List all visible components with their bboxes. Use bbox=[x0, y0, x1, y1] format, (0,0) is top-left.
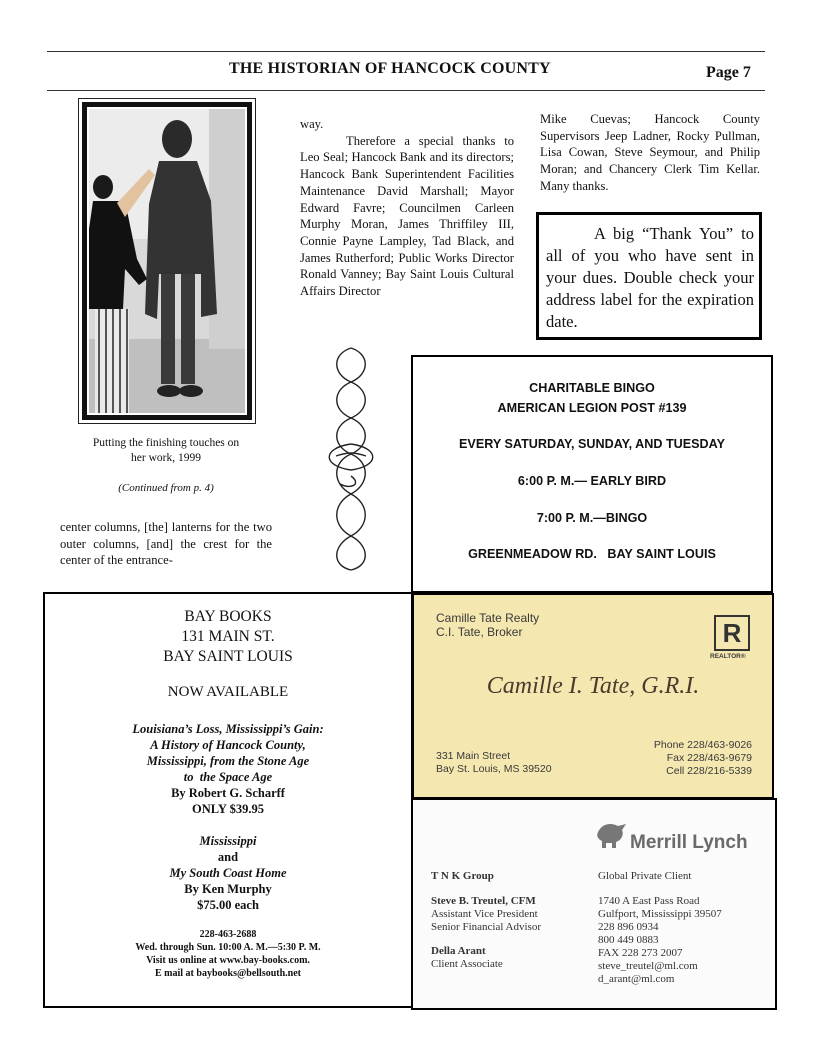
store-address: 131 MAIN ST. bbox=[181, 628, 275, 645]
ml-advisor-title-2: Senior Financial Advisor bbox=[431, 921, 541, 933]
article-column-3: Mike Cuevas; Hancock County Supervisors Jeep Ladner, Rocky Pullman, Lisa Cowan, Steve Seymour, and Philip Moran; and Chancery Clerk Tim Kellar. Many thanks. bbox=[540, 112, 760, 193]
store-website: Visit us online at www.bay-books.com. bbox=[146, 955, 310, 966]
book1-title-1: Louisiana’s Loss, Mississippi’s Gain: bbox=[132, 722, 324, 736]
ml-email-1: steve_treutel@ml.com bbox=[598, 960, 698, 972]
book1-author: By Robert G. Scharff bbox=[171, 786, 285, 800]
now-available: NOW AVAILABLE bbox=[167, 684, 289, 700]
realty-street: 331 Main Street bbox=[436, 750, 511, 762]
sculptor-photo bbox=[89, 109, 245, 413]
ml-advisor-title-1: Assistant Vice President bbox=[431, 908, 538, 920]
ml-associate-name: Della Arant bbox=[431, 945, 486, 957]
merrill-lynch-business-card bbox=[411, 798, 777, 1010]
top-rule bbox=[47, 51, 765, 52]
dues-thank-you-text: A big “Thank You” to all of you who have sent in your dues. Double check your address label for the expiration date. bbox=[546, 224, 754, 331]
store-name: BAY BOOKS bbox=[184, 608, 272, 625]
article-continuation: way. bbox=[300, 117, 324, 131]
realty-business-card bbox=[412, 593, 774, 799]
book2-and: and bbox=[217, 850, 239, 864]
book1-title-4: to the Space Age bbox=[183, 770, 273, 784]
bingo-location: GREENMEADOW RD. BAY SAINT LOUIS bbox=[468, 547, 716, 561]
book1-title-3: Mississippi, from the Stone Age bbox=[146, 754, 310, 768]
ml-email-2: d_arant@ml.com bbox=[598, 973, 675, 985]
realtor-label: REALTOR® bbox=[710, 653, 746, 660]
store-city: BAY SAINT LOUIS bbox=[163, 648, 293, 665]
bingo-title: CHARITABLE BINGO bbox=[529, 381, 655, 395]
realty-fax: Fax 228/463-9679 bbox=[666, 752, 752, 764]
article-column-2 bbox=[300, 116, 514, 300]
ml-fax: FAX 228 273 2007 bbox=[598, 947, 683, 959]
newsletter-title: THE HISTORIAN OF HANCOCK COUNTY bbox=[229, 60, 551, 77]
article-column-1: center columns, [the] lanterns for the two outer columns, [and] the crest for the center of the entrance- bbox=[60, 520, 272, 568]
bingo-start: 7:00 P. M.—BINGO bbox=[536, 511, 648, 525]
realtor-name: Camille I. Tate, G.R.I. bbox=[486, 673, 700, 699]
ml-address-1: 1740 A East Pass Road bbox=[598, 895, 700, 907]
dues-thank-you-box bbox=[536, 212, 762, 340]
ml-group: T N K Group bbox=[431, 870, 494, 882]
realty-phone: Phone 228/463-9026 bbox=[653, 739, 752, 751]
book2-author: By Ken Murphy bbox=[184, 882, 272, 896]
header-bottom-rule bbox=[47, 90, 765, 91]
ml-phone-1: 228 896 0934 bbox=[598, 921, 659, 933]
book2-price: $75.00 each bbox=[197, 898, 259, 912]
realty-broker: C.I. Tate, Broker bbox=[436, 625, 523, 639]
realty-company: Camille Tate Realty bbox=[436, 611, 540, 625]
bingo-days: EVERY SATURDAY, SUNDAY, AND TUESDAY bbox=[459, 437, 725, 451]
book1-title-2: A History of Hancock County, bbox=[150, 738, 306, 752]
book1-price: ONLY $39.95 bbox=[191, 802, 264, 816]
photo-caption: Putting the finishing touches on her work, 1999 bbox=[92, 437, 240, 464]
bingo-ad bbox=[411, 355, 773, 593]
bull-logo-icon bbox=[596, 820, 628, 850]
thanks-paragraph: Therefore a special thanks to Leo Seal; Hancock Bank and its directors; Hancock Bank Superintendent Facilities Maintenance David Marshall; Mayor Edward Favre; Councilmen Carleen Murphy Moran, James Thriffiley III, Connie Payne Lampley, Tad Black, and James Rutherford; Public Works Director Ronald Vanney; Bay Saint Louis Cultural Affairs Director bbox=[300, 133, 514, 299]
decorative-flourish-icon bbox=[318, 344, 384, 574]
store-email: E mail at baybooks@bellsouth.net bbox=[155, 968, 301, 979]
book2-title-2: My South Coast Home bbox=[169, 866, 287, 880]
realtor-logo-icon: R bbox=[714, 615, 750, 651]
ml-associate-title: Client Associate bbox=[431, 958, 503, 970]
page-number: Page 7 bbox=[706, 64, 751, 81]
realty-city: Bay St. Louis, MS 39520 bbox=[436, 763, 552, 775]
ml-client-type: Global Private Client bbox=[598, 870, 692, 882]
merrill-brand: Merrill Lynch bbox=[630, 832, 748, 853]
ml-phone-2: 800 449 0883 bbox=[598, 934, 659, 946]
bingo-host: AMERICAN LEGION POST #139 bbox=[497, 401, 687, 415]
continued-note: (Continued from p. 4) bbox=[118, 482, 214, 494]
realty-cell: Cell 228/216-5339 bbox=[666, 765, 752, 777]
ml-advisor-name: Steve B. Treutel, CFM bbox=[431, 895, 536, 907]
ml-address-2: Gulfport, Mississippi 39507 bbox=[598, 908, 722, 920]
store-hours: Wed. through Sun. 10:00 A. M.—5:30 P. M. bbox=[135, 942, 321, 953]
store-phone: 228-463-2688 bbox=[199, 929, 257, 940]
photo-frame bbox=[78, 98, 256, 424]
book2-title-1: Mississippi bbox=[199, 834, 257, 848]
bay-books-ad bbox=[43, 592, 413, 1008]
bingo-early-bird: 6:00 P. M.— EARLY BIRD bbox=[517, 474, 667, 488]
